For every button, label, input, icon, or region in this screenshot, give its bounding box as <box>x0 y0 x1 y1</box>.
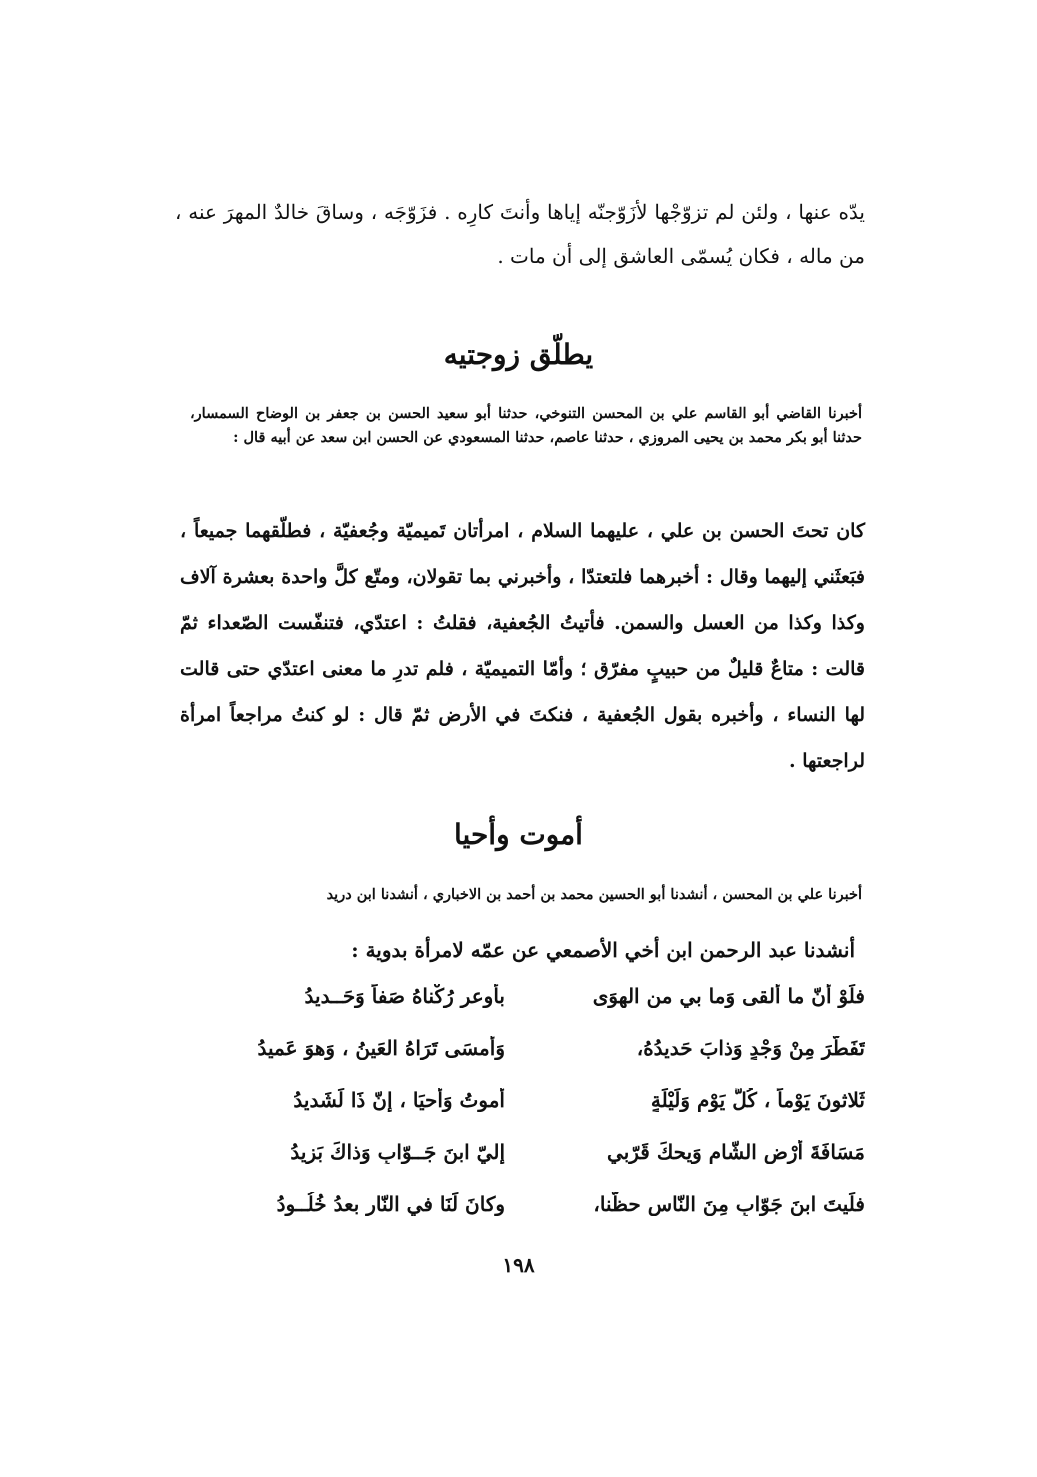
verse-second-half: وكانَ لَنَا في النّارِ بعدُ خُلُــودُ <box>276 1192 505 1216</box>
verse-second-half: وَأمسَى تَرَاهُ العَينُ ، وَهوَ عَميدُ <box>257 1036 505 1060</box>
verse-first-half: فلَيتَ ابنَ جَوّابٍ مِنَ النّاسِ حظُّنا، <box>593 1192 865 1216</box>
verse-first-half: مَسَافَةَ أرْضِ الشّامِ وَيحكَ قَرّبي <box>607 1140 865 1164</box>
page-number: ١٩٨ <box>502 1253 535 1277</box>
top-paragraph: يدّه عنها ، ولئن لم تزوّجْها لأزَوّجنّه إياها وأنتَ كارِه . فزَوّجَه ، وساقَ خالدٌ المهرَ عنه ، من ماله ، فكان يُسمّى العاشق إلى أن مات . <box>175 200 866 268</box>
poem-verse <box>175 1074 865 1126</box>
verse-first-half: ثَلاثونَ يَوْماً ، كُلَّ يَوْمٍ وَلَيْلَةٍ <box>650 1088 865 1112</box>
verse-first-half: تَفَطّرَ مِنْ وَجْدٍ وَذابَ حَديدُهُ، <box>636 1036 865 1060</box>
isnad-chain: أخبرنا علي بن المحسن ، أنشدنا أبو الحسين محمد بن أحمد بن الاخباري ، أنشدنا ابن دريد <box>326 886 862 903</box>
poem-verse <box>175 970 865 1022</box>
verse-second-half: أموتُ وَأحيَا ، إنّ ذَا لَشَديدُ <box>293 1088 505 1112</box>
section-title-die-live: أموت وأحيا <box>454 818 583 851</box>
poem <box>175 970 865 1230</box>
verse-second-half: بأوعر رُكْناهُ صَفاً وَحَــديدُ <box>304 984 505 1008</box>
verse-second-half: إليّ ابنَ جَــوّابٍ وَذاكَ بَزيدُ <box>290 1140 505 1164</box>
poem-intro: أنشدنا عبد الرحمن ابن أخي الأصمعي عن عمّه لامرأة بدوية : <box>351 938 855 962</box>
verse-first-half: فلَوْ أنّ ما ألقى وَما بي من الهوَى <box>592 984 865 1008</box>
poem-verse <box>175 1126 865 1178</box>
poem-verse <box>175 1022 865 1074</box>
narration-body: كان تحتَ الحسن بن علي ، عليهما السلام ، امرأتان تَميميّة وجُعفيّة ، فطلّقهما جميعاً ، فبَعثَني إليهما وقال : أخبرهما فلتعتدّا ، وأخبرني بما تقولان، ومتّع كلَّ واحدة بعشرة آلاف وكذا وكذا من العسل والسمن. فأتيتُ الجُعفية، فقلتُ : اعتدّي، فتنفّست الصّعداء ثمّ قالت : متاعٌ قليلٌ من حبيبٍ مفرّق ؛ وأمّا التميميّة ، فلم تدرِ ما معنى اعتدّي حتى قالت لها النساء ، وأخبره بقول الجُعفية ، فنكتَ في الأرض ثمّ قال : لو كنتُ مراجعاً امرأة لراجعتها . <box>180 520 865 772</box>
section-title-divorce: يطلّق زوجتيه <box>443 338 594 371</box>
poem-verse <box>175 1178 865 1230</box>
isnad-chain: أخبرنا القاضي أبو القاسم علي بن المحسن التنوخي، حدثنا أبو سعيد الحسن بن جعفر بن الوضاح السمسار، حدثنا أبو بكر محمد بن يحيى المروزي ، حدثنا عاصم، حدثنا المسعودي عن الحسن ابن سعد عن أبيه قال : <box>190 405 862 446</box>
